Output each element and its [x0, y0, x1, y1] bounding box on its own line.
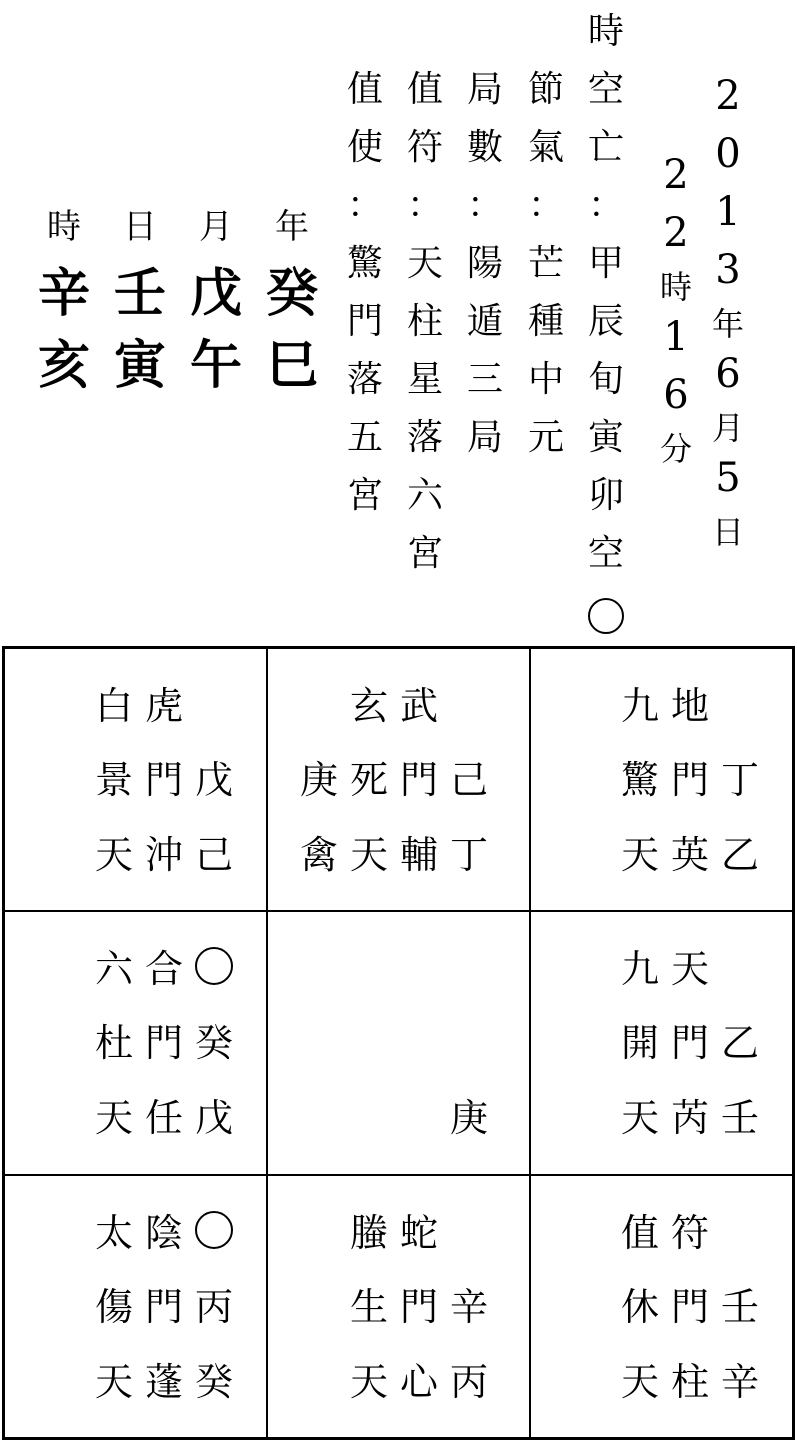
hour-pillar-stem: 辛 — [37, 263, 90, 324]
palace-line — [565, 681, 715, 731]
palace-line — [39, 1018, 239, 1068]
palace-char: 驚 — [620, 758, 659, 802]
zhishi-char: 驚 — [347, 243, 384, 284]
zhifu-char: 柱 — [407, 301, 444, 342]
palace-char: 六 — [94, 947, 133, 992]
palace-char: 戊 — [194, 1096, 233, 1141]
jieqi-char: 芒 — [528, 243, 565, 284]
palace-char: 天 — [620, 1359, 659, 1404]
void-circle-icon — [588, 598, 624, 634]
nine-palace-grid — [2, 646, 795, 1440]
palace-line — [294, 1357, 494, 1407]
palace-char: 門 — [399, 1284, 438, 1329]
jieqi-char: 中 — [528, 359, 565, 400]
palace-line — [565, 830, 765, 880]
palace-line — [565, 1208, 715, 1258]
date-char: 0 — [715, 131, 741, 177]
jushu-char: 局 — [467, 417, 504, 458]
solar-term-column — [528, 69, 565, 478]
day-pillar-stem: 壬 — [113, 263, 166, 324]
palace-char: 蓬 — [144, 1359, 183, 1404]
zhifu-char: 宮 — [407, 533, 444, 574]
palace-top-center — [267, 648, 530, 911]
palace-char: 門 — [399, 758, 438, 802]
date-char: 2 — [715, 73, 741, 119]
zhifu-char: 落 — [407, 417, 444, 458]
date-char: 5 — [715, 455, 741, 501]
zhishi-char: 值 — [347, 69, 384, 110]
palace-char: 門 — [670, 1284, 709, 1329]
palace-char: 丙 — [194, 1284, 233, 1329]
day-pillar — [110, 207, 170, 412]
time-char: 時 — [660, 268, 693, 306]
palace-char: 辛 — [449, 1284, 488, 1329]
palace-char: 門 — [144, 758, 183, 802]
palace-char: 癸 — [194, 1021, 233, 1066]
zhishi-char: 落 — [347, 359, 384, 400]
jieqi-char: 種 — [528, 301, 565, 342]
palace-line — [294, 755, 494, 805]
palace-char: 禽 — [299, 833, 338, 877]
zhifu-char: 符 — [407, 127, 444, 168]
palace-char: 天 — [620, 833, 659, 877]
palace-char: 門 — [144, 1284, 183, 1329]
time-char: 2 — [663, 210, 689, 256]
time-char: 2 — [663, 152, 689, 198]
date-char: 月 — [712, 409, 745, 447]
hour-pillar — [34, 207, 94, 412]
palace-char: 輔 — [399, 833, 438, 877]
jieqi-char: 氣 — [528, 127, 565, 168]
jushu-char: 三 — [467, 359, 504, 400]
void-circle-icon — [195, 1211, 233, 1249]
palace-char: 己 — [194, 833, 233, 877]
palace-line — [39, 944, 239, 994]
palace-char: 休 — [620, 1284, 659, 1329]
palace-char: 門 — [144, 1021, 183, 1066]
month-pillar-stem: 戊 — [189, 263, 242, 324]
palace-char: 符 — [670, 1210, 709, 1255]
palace-line — [565, 1282, 765, 1332]
palace-line — [294, 1018, 494, 1068]
palace-char: 生 — [349, 1284, 388, 1329]
zhishi-char: 五 — [347, 417, 384, 458]
palace-char: 乙 — [720, 833, 759, 877]
palace-char: 任 — [144, 1096, 183, 1141]
palace-char: 景 — [94, 758, 133, 802]
time-column — [660, 152, 693, 479]
date-char: 年 — [712, 305, 745, 343]
palace-char: 英 — [670, 833, 709, 877]
palace-line — [294, 1282, 494, 1332]
palace-char: 陰 — [144, 1210, 183, 1255]
palace-line — [294, 681, 444, 731]
date-char: 1 — [715, 189, 741, 235]
palace-line — [39, 681, 189, 731]
jieqi-char: 元 — [528, 417, 565, 458]
year-pillar-stem: 癸 — [265, 263, 318, 324]
month-pillar-label: 月 — [199, 207, 233, 247]
palace-char: 死 — [349, 758, 388, 802]
zhi-fu-column — [407, 69, 444, 594]
palace-line — [39, 1208, 239, 1258]
palace-char: 螣 — [349, 1210, 388, 1255]
palace-top-left — [4, 648, 267, 911]
palace-char: 丁 — [449, 833, 488, 877]
palace-char: 壬 — [720, 1096, 759, 1141]
palace-char: 丙 — [449, 1359, 488, 1404]
palace-line — [565, 944, 715, 994]
kong-char: 空 — [588, 533, 625, 574]
zhifu-char: 值 — [407, 69, 444, 110]
palace-line — [39, 1282, 239, 1332]
palace-line — [39, 1093, 239, 1143]
palace-char: 癸 — [194, 1359, 233, 1404]
palace-char: 虎 — [144, 684, 183, 728]
palace-char: 天 — [94, 1096, 133, 1141]
palace-line — [39, 830, 239, 880]
kong-char: 寅 — [588, 417, 625, 458]
palace-char: 庚 — [299, 758, 338, 802]
palace-center — [267, 911, 530, 1174]
palace-char: 乙 — [720, 1021, 759, 1066]
palace-bottom-left — [4, 1175, 267, 1438]
palace-line — [565, 1093, 765, 1143]
palace-line — [294, 944, 494, 994]
palace-char: 天 — [620, 1096, 659, 1141]
palace-char: 芮 — [670, 1096, 709, 1141]
palace-bottom-right — [530, 1175, 793, 1438]
palace-char: 柱 — [670, 1359, 709, 1404]
palace-line — [294, 830, 494, 880]
palace-line — [39, 1357, 239, 1407]
zhishi-char: ： — [347, 185, 384, 226]
zhishi-char: 門 — [347, 301, 384, 342]
palace-char: 蛇 — [399, 1210, 438, 1255]
palace-line — [565, 755, 765, 805]
palace-char: 地 — [670, 684, 709, 728]
palace-char: 值 — [620, 1210, 659, 1255]
month-pillar-branch: 午 — [189, 335, 242, 396]
void-marker — [189, 1211, 239, 1255]
palace-char: 天 — [94, 1359, 133, 1404]
palace-char: 開 — [620, 1021, 659, 1066]
palace-char: 壬 — [720, 1284, 759, 1329]
palace-char: 武 — [399, 684, 438, 728]
jushu-char: ： — [467, 185, 504, 226]
palace-line — [39, 755, 239, 805]
jieqi-char: ： — [528, 185, 565, 226]
palace-char: 丁 — [720, 758, 759, 802]
jushu-char: 局 — [467, 69, 504, 110]
kong-char: 時 — [588, 11, 625, 52]
year-pillar-label: 年 — [275, 207, 309, 247]
palace-char: 辛 — [720, 1359, 759, 1404]
palace-middle-right — [530, 911, 793, 1174]
palace-char: 杜 — [94, 1021, 133, 1066]
zhishi-char: 使 — [347, 127, 384, 168]
kong-char: 亡 — [588, 127, 625, 168]
zhifu-char: 六 — [407, 475, 444, 516]
time-char: 1 — [663, 314, 689, 360]
palace-bottom-center — [267, 1175, 530, 1438]
time-char: 6 — [663, 372, 689, 418]
palace-char: 九 — [620, 684, 659, 728]
palace-middle-left — [4, 911, 267, 1174]
year-pillar-branch: 巳 — [265, 335, 318, 396]
jieqi-char: 節 — [528, 69, 565, 110]
kong-char: 辰 — [588, 301, 625, 342]
palace-char: 沖 — [144, 833, 183, 877]
palace-char: 門 — [670, 1021, 709, 1066]
zhi-shi-column — [347, 69, 384, 536]
void-circle-icon — [195, 947, 233, 985]
kong-char: 空 — [588, 69, 625, 110]
kong-char: 卯 — [588, 475, 625, 516]
jushu-char: 數 — [467, 127, 504, 168]
palace-char: 天 — [349, 1359, 388, 1404]
palace-char: 己 — [449, 758, 488, 802]
time-char: 分 — [660, 430, 693, 468]
palace-line — [565, 1018, 765, 1068]
palace-line — [294, 1093, 494, 1143]
date-char: 日 — [712, 513, 745, 551]
palace-char: 合 — [144, 947, 183, 992]
palace-char: 天 — [670, 947, 709, 992]
zhifu-char: 天 — [407, 243, 444, 284]
palace-line — [565, 1357, 765, 1407]
date-column — [712, 73, 745, 562]
year-pillar — [262, 207, 322, 412]
date-char: 3 — [715, 247, 741, 293]
kong-char: 旬 — [588, 359, 625, 400]
date-char: 6 — [715, 351, 741, 397]
day-pillar-label: 日 — [123, 207, 157, 247]
hour-pillar-label: 時 — [47, 207, 81, 247]
jushu-char: 遁 — [467, 301, 504, 342]
palace-char: 玄 — [349, 684, 388, 728]
palace-char: 庚 — [449, 1096, 488, 1141]
palace-char: 心 — [399, 1359, 438, 1404]
zhifu-char: 星 — [407, 359, 444, 400]
palace-char: 白 — [94, 684, 133, 728]
palace-char: 九 — [620, 947, 659, 992]
void-marker — [189, 947, 239, 991]
palace-char: 天 — [349, 833, 388, 877]
hour-pillar-branch: 亥 — [37, 335, 90, 396]
kong-char: ： — [588, 185, 625, 226]
palace-char: 戊 — [194, 758, 233, 802]
palace-char: 門 — [670, 758, 709, 802]
zhifu-char: ： — [407, 185, 444, 226]
palace-top-right — [530, 648, 793, 911]
palace-char: 傷 — [94, 1284, 133, 1329]
kong-wang-column — [588, 11, 625, 634]
palace-char: 天 — [94, 833, 133, 877]
bureau-number-column — [467, 69, 504, 478]
jushu-char: 陽 — [467, 243, 504, 284]
kong-char: 甲 — [588, 243, 625, 284]
day-pillar-branch: 寅 — [113, 335, 166, 396]
month-pillar — [186, 207, 246, 412]
palace-line — [294, 1208, 444, 1258]
palace-char: 太 — [94, 1210, 133, 1255]
zhishi-char: 宮 — [347, 475, 384, 516]
